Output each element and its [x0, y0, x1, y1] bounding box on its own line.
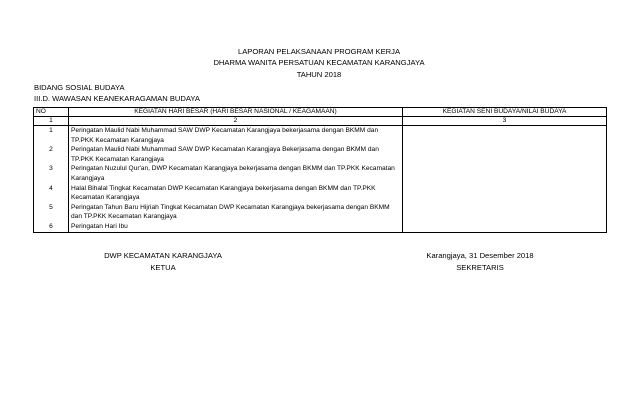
column-number-1: 1	[34, 117, 69, 126]
signature-block-right	[405, 250, 555, 274]
row-number: 1	[49, 127, 53, 134]
column-number-2: 2	[69, 117, 403, 126]
signature-role-secretary: SEKRETARIS	[456, 263, 504, 272]
list-item: Peringatan Maulid Nabi Muhammad SAW DWP Kecamatan Karangjaya Bekerjasama dengan BKMM dan TP.PKK Kecamatan Karangjaya	[71, 146, 379, 163]
list-item: Peringatan Tahun Baru Hijriah Tingkat Kecamatan DWP Kecamatan Karangjaya bekerjasama dengan BKMM dan TP.PKK Kecamatan Karangjaya	[71, 203, 390, 221]
column-number-3: 3	[403, 117, 607, 126]
list-item: Peringatan Hari Ibu	[71, 222, 128, 230]
holiday-activity-list	[69, 126, 403, 233]
row-number: 2	[49, 146, 53, 154]
signature-org: DWP KECAMATAN KARANGJAYA	[104, 251, 222, 260]
column-number-row	[34, 117, 607, 126]
header-no: NO	[34, 108, 69, 117]
report-title	[0, 46, 638, 80]
list-item: Peringatan Maulid Nabi Muhammad SAW DWP Kecamatan Karangjaya bekerjasama dengan BKMM dan TP.PKK Kecamatan Karangjaya	[71, 127, 379, 144]
field-label: BIDANG SOSIAL BUDAYA	[34, 83, 125, 92]
header-holiday-activities: KEGIATAN HARI BESAR (HARI BESAR NASIONAL / KEAGAMAAN)	[69, 108, 403, 117]
signature-role-chair: KETUA	[150, 263, 176, 272]
row-number: 4	[49, 184, 53, 192]
row-numbers	[34, 126, 69, 233]
title-line-1: LAPORAN PELAKSANAAN PROGRAM KERJA	[237, 47, 401, 56]
art-activity-cell	[403, 126, 607, 233]
list-item: Halal Bihalal Tingkat Kecamatan DWP Kecamatan Karangjaya bekerjasama dengan BKMM dan TP.PKK Kecamatan Karangjaya	[71, 184, 376, 202]
table-header-row	[34, 108, 607, 117]
subfield-label: III.D. WAWASAN KEANEKARAGAMAN BUDAYA	[34, 94, 200, 103]
row-number: 5	[49, 203, 53, 211]
row-number: 6	[49, 222, 53, 230]
title-line-3: TAHUN 2018	[296, 69, 342, 79]
header-art-activities: KEGIATAN SENI BUDAYA/NILAI BUDAYA	[403, 108, 607, 117]
activity-table	[33, 107, 607, 233]
title-line-2: DHARMA WANITA PERSATUAN KECAMATAN KARANGJAYA	[213, 58, 425, 68]
signature-block-left	[88, 250, 238, 274]
list-item: Peringatan Nuzulul Qur'an, DWP Kecamatan Karangjaya bekerjasama dengan BKMM dan TP.PKK Kecamatan Karangjaya	[71, 165, 395, 182]
table-body-row	[34, 126, 607, 233]
signature-place-date: Karangjaya, 31 Desember 2018	[426, 251, 534, 260]
row-number: 3	[49, 165, 53, 173]
